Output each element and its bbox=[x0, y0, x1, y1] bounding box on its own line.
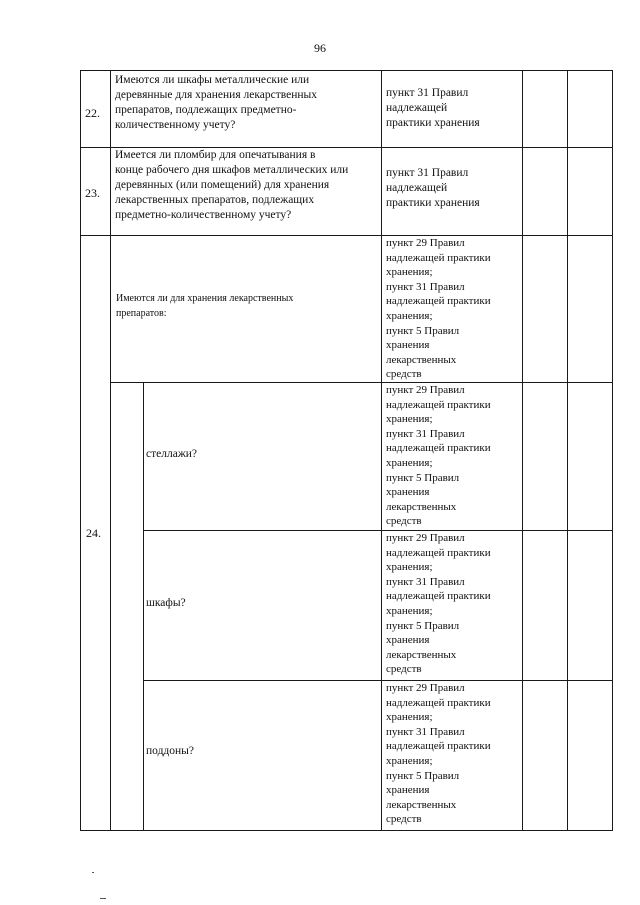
table-rule bbox=[143, 680, 613, 681]
row-number: 24. bbox=[86, 526, 101, 540]
row-reference: пункт 31 Правил надлежащей практики хранения bbox=[386, 87, 480, 129]
table-rule bbox=[522, 70, 523, 831]
table-rule bbox=[612, 70, 613, 831]
subrow-question: шкафы? bbox=[146, 597, 186, 609]
table-rule bbox=[110, 70, 111, 831]
row-question: Имеются ли для хранения лекарственных препаратов: bbox=[116, 293, 294, 319]
row-reference: пункт 31 Правил надлежащей практики хранения bbox=[386, 167, 480, 209]
table-rule bbox=[143, 382, 144, 831]
table-rule bbox=[80, 70, 81, 831]
table-rule bbox=[143, 530, 613, 531]
table-rule bbox=[80, 830, 613, 831]
row-number: 23. bbox=[85, 186, 100, 200]
table-rule bbox=[567, 70, 568, 831]
scan-speck bbox=[100, 898, 106, 899]
page-number: 96 bbox=[314, 41, 326, 55]
subrow-reference: пункт 29 Правил надлежащей практики хранения; пункт 31 Правил надлежащей практики хранения; пункт 5 Правил хранения лекарственных средств bbox=[386, 384, 491, 528]
subrow-reference: пункт 29 Правил надлежащей практики хранения; пункт 31 Правил надлежащей практики хранения; пункт 5 Правил хранения лекарственных средств bbox=[386, 682, 491, 826]
table-rule bbox=[80, 235, 613, 236]
subrow-reference: пункт 29 Правил надлежащей практики хранения; пункт 31 Правил надлежащей практики хранения; пункт 5 Правил хранения лекарственных средств bbox=[386, 532, 491, 676]
row-question: Имеется ли пломбир для опечатывания в конце рабочего дня шкафов металлических или деревянных (или помещений) для хранения лекарственных препаратов, подлежащих предметно-количественному учету? bbox=[115, 149, 349, 221]
row-question: Имеются ли шкафы металлические или деревянные для хранения лекарственных препаратов, подлежащих предметно- количественному учету? bbox=[115, 74, 317, 131]
subrow-question: поддоны? bbox=[146, 745, 195, 757]
scan-speck bbox=[92, 872, 94, 873]
table-rule bbox=[80, 70, 613, 71]
subrow-question: стеллажи? bbox=[146, 448, 198, 460]
row-reference: пункт 29 Правил надлежащей практики хранения; пункт 31 Правил надлежащей практики хранения; пункт 5 Правил хранения лекарственных средств bbox=[386, 237, 491, 381]
table-rule bbox=[381, 70, 382, 831]
row-number: 22. bbox=[85, 106, 100, 120]
table-rule bbox=[110, 382, 613, 383]
